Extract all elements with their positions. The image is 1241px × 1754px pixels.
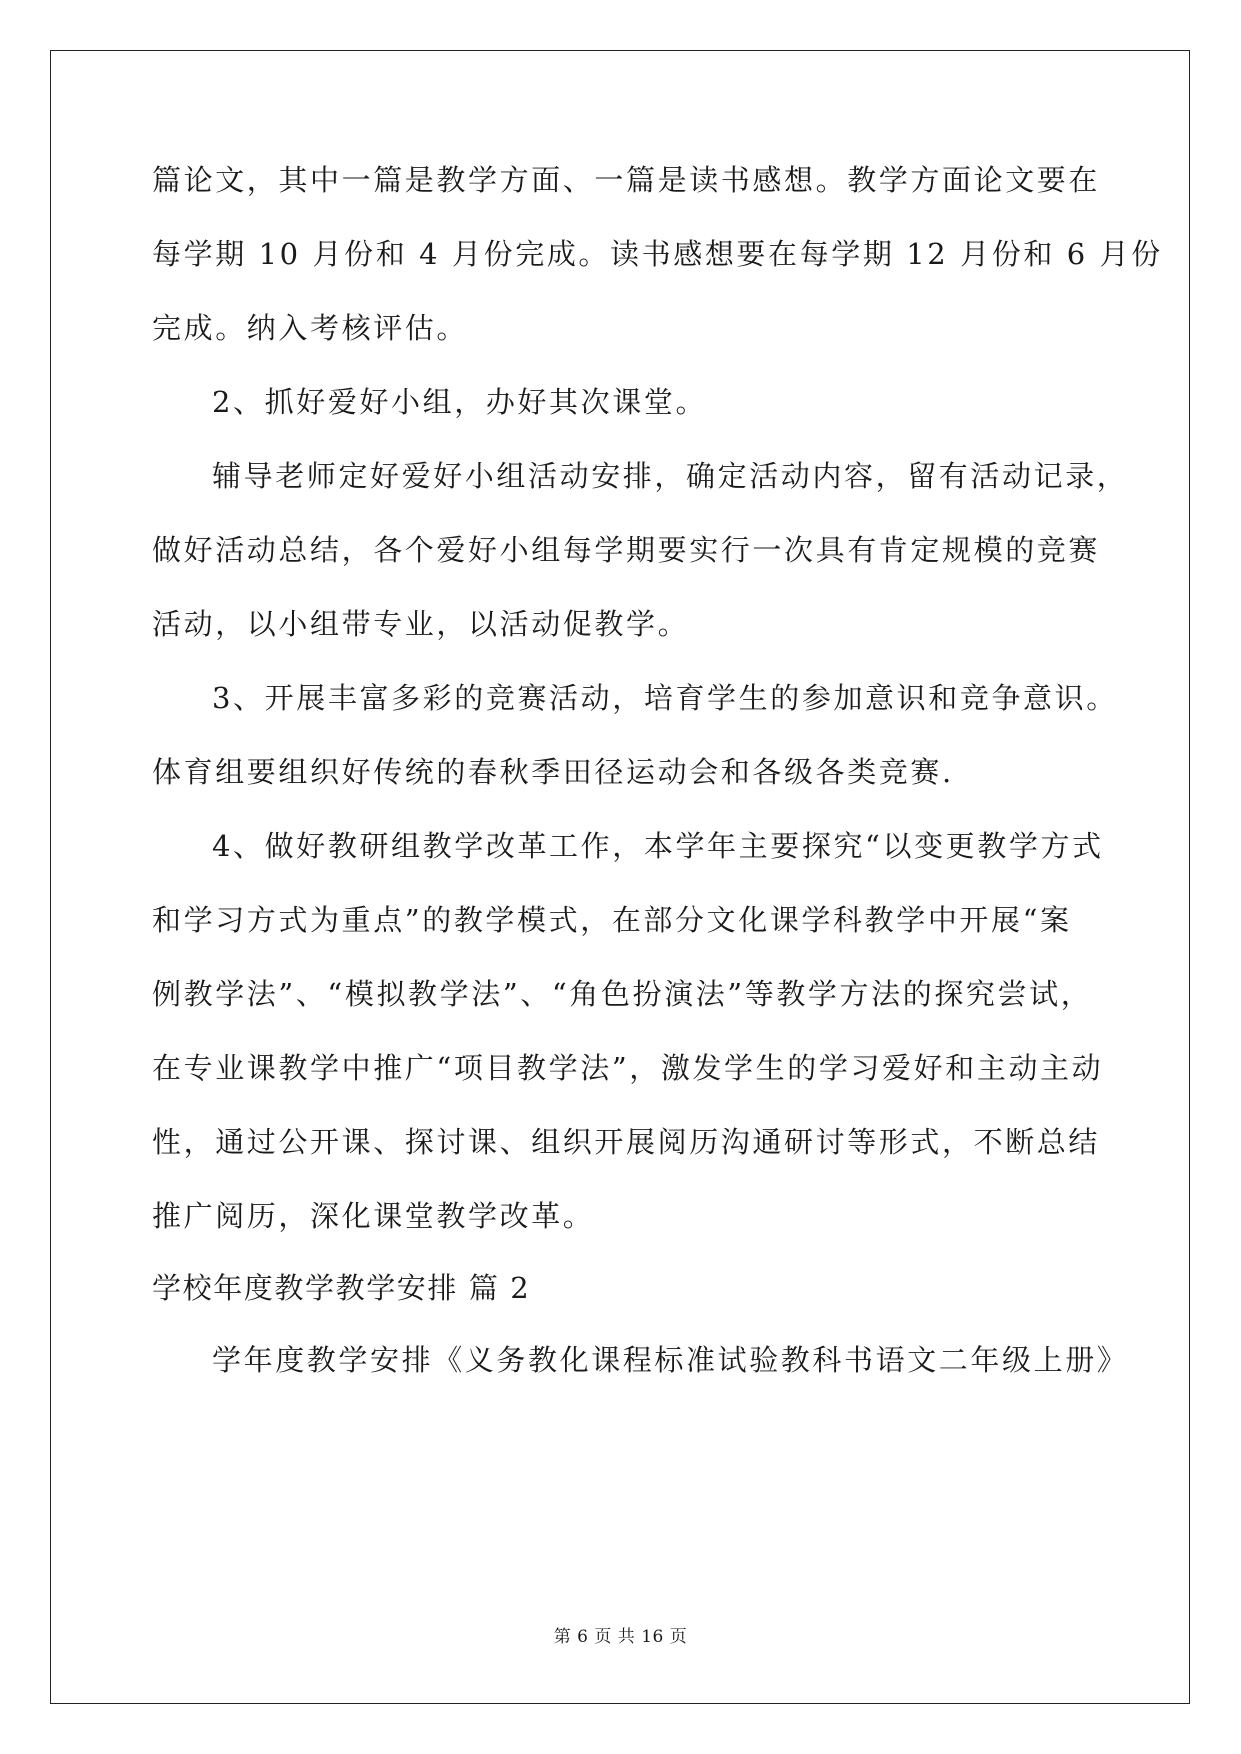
- section-item-3: 3、开展丰富多彩的竞赛活动，培育学生的参加意识和竞争意识。: [212, 681, 1118, 715]
- text-line-7: 活动，以小组带专业，以活动促教学。: [152, 607, 690, 641]
- text-line-11: 和学习方式为重点”的教学模式，在部分文化课学科教学中开展“案: [152, 903, 1072, 937]
- page-footer: 第 6 页 共 16 页: [553, 1627, 688, 1647]
- page-border: [50, 50, 1190, 1704]
- text-line-1: 篇论文，其中一篇是教学方面、一篇是读书感想。教学方面论文要在: [152, 163, 1101, 197]
- text-line-15: 推广阅历，深化课堂教学改革。: [152, 1199, 595, 1233]
- text-line-17: 学年度教学安排《义务教化课程标准试验教科书语文二年级上册》: [212, 1343, 1129, 1377]
- text-line-6: 做好活动总结，各个爱好小组每学期要实行一次具有肯定规模的竞赛: [152, 533, 1101, 567]
- text-line-14: 性，通过公开课、探讨课、组织开展阅历沟通研讨等形式，不断总结: [152, 1125, 1101, 1159]
- text-line-3: 完成。纳入考核评估。: [152, 311, 469, 345]
- section-heading: 学校年度教学教学安排 篇 2: [152, 1271, 531, 1305]
- section-item-4: 4、做好教研组教学改革工作，本学年主要探究“以变更教学方式: [212, 829, 1104, 863]
- text-line-2: 每学期 10 月份和 4 月份完成。读书感想要在每学期 12 月份和 6 月份: [152, 237, 1163, 271]
- text-line-12: 例教学法”、“模拟教学法”、“角色扮演法”等教学方法的探究尝试，: [152, 977, 1093, 1011]
- text-line-13: 在专业课教学中推广“项目教学法”，激发学生的学习爱好和主动主动: [152, 1051, 1104, 1085]
- text-line-9: 体育组要组织好传统的春秋季田径运动会和各级各类竞赛.: [152, 755, 954, 789]
- section-item-2: 2、抓好爱好小组，办好其次课堂。: [212, 385, 708, 419]
- text-line-5: 辅导老师定好爱好小组活动安排，确定活动内容，留有活动记录，: [212, 459, 1129, 493]
